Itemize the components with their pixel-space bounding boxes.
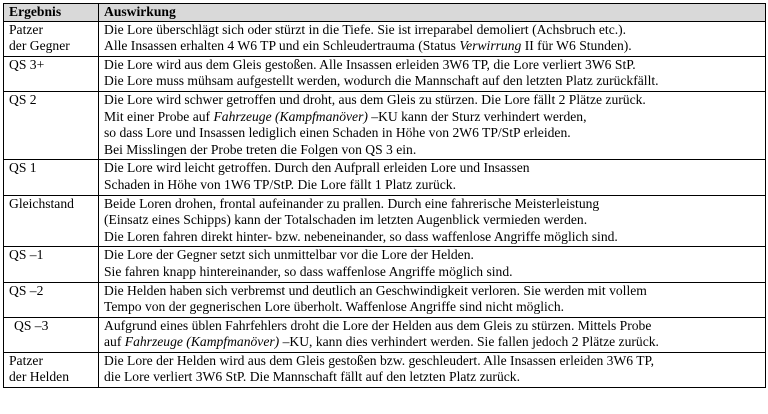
effect-cell bbox=[99, 91, 766, 159]
effect-line bbox=[104, 369, 765, 386]
effect-line bbox=[104, 353, 765, 370]
effect-cell bbox=[99, 317, 766, 352]
effect-term-italic: Fahrzeuge (Kampfmanöver) bbox=[124, 334, 280, 350]
result-label: Gleichstand bbox=[9, 195, 74, 211]
effect-text: Die Lore überschlägt sich oder stürzt in die Tiefe. Sie ist irreparabel demoliert (Achsbruch etc.). bbox=[104, 21, 627, 37]
effect-line bbox=[104, 142, 765, 159]
effect-text: Die Loren fahren direkt hinter- bzw. nebeneinander, so dass waffenlose Angriffe möglich sind. bbox=[104, 228, 618, 244]
effect-line bbox=[104, 160, 765, 177]
effect-text: Aufgrund eines üblen Fahrfehlers droht die Lore der Helden aus dem Gleis zu stürzen. Mittels Probe bbox=[104, 317, 652, 333]
effect-line bbox=[104, 264, 765, 281]
effect-line bbox=[104, 73, 765, 90]
header-effect: Auswirkung bbox=[99, 4, 766, 22]
effect-line bbox=[104, 38, 765, 55]
result-cell bbox=[4, 91, 99, 159]
header-row bbox=[4, 4, 766, 22]
result-cell bbox=[4, 56, 99, 91]
effect-cell bbox=[99, 56, 766, 91]
table-row bbox=[4, 317, 766, 352]
effect-text: Beide Loren drohen, frontal aufeinander zu prallen. Durch eine fahrerische Meisterleistung bbox=[104, 195, 600, 211]
result-cell bbox=[4, 21, 99, 56]
effect-text: Alle Insassen erhalten 4 W6 TP und ein Schleudertrauma (Status bbox=[104, 38, 460, 54]
effect-line bbox=[104, 299, 765, 316]
effect-text: –KU kann der Sturz verhindert werden, bbox=[367, 108, 587, 124]
effect-cell bbox=[99, 352, 766, 387]
effect-text: die Lore verliert 3W6 StP. Die Mannschaft fällt auf den letzten Platz zurück. bbox=[104, 369, 520, 385]
effect-cell bbox=[99, 282, 766, 317]
result-label: Patzer bbox=[9, 352, 43, 368]
effect-cell bbox=[99, 21, 766, 56]
table-row bbox=[4, 91, 766, 159]
effect-line bbox=[104, 22, 765, 39]
effect-line bbox=[104, 229, 765, 246]
effect-text: (Einsatz eines Schipps) kann der Totalschaden im letzten Augenblick vermieden werden. bbox=[104, 212, 588, 228]
effect-text: Die Lore wird leicht getroffen. Durch den Aufprall erleiden Lore und Insassen bbox=[104, 160, 530, 176]
result-label: QS –3 bbox=[14, 317, 49, 333]
document bbox=[3, 3, 765, 388]
effect-term-italic: Verwirrung bbox=[459, 38, 522, 54]
effect-text: II für W6 Stunden). bbox=[521, 38, 632, 54]
result-label: der Helden bbox=[9, 369, 70, 385]
table-row bbox=[4, 56, 766, 91]
effect-line bbox=[104, 92, 765, 109]
effect-line bbox=[104, 109, 765, 126]
table-row bbox=[4, 352, 766, 387]
table-row bbox=[4, 195, 766, 247]
result-cell bbox=[4, 160, 99, 195]
table-row bbox=[4, 160, 766, 195]
result-label: QS –1 bbox=[9, 247, 44, 263]
effect-text: Die Helden haben sich verbremst und deutlich an Geschwindigkeit verloren. Sie werden mit vollem bbox=[104, 282, 647, 298]
result-cell bbox=[4, 317, 99, 352]
effect-line bbox=[104, 334, 765, 351]
effect-line bbox=[104, 247, 765, 264]
effect-cell bbox=[99, 160, 766, 195]
results-table bbox=[3, 3, 766, 388]
header-result: Ergebnis bbox=[4, 4, 99, 22]
result-label: QS 1 bbox=[9, 160, 37, 176]
result-label: QS 3+ bbox=[9, 56, 45, 72]
effect-line bbox=[104, 318, 765, 335]
effect-text: Die Lore der Gegner setzt sich unmittelbar vor die Lore der Helden. bbox=[104, 247, 474, 263]
effect-text: so dass Lore und Insassen lediglich einen Schaden in Höhe von 2W6 TP/StP erleiden. bbox=[104, 125, 571, 141]
effect-text: Tempo von der gegnerischen Lore überholt. Waffenlose Angriffe sind nicht möglich. bbox=[104, 299, 565, 315]
effect-text: Die Lore der Helden wird aus dem Gleis gestoßen bzw. geschleudert. Alle Insassen erleiden 3W6 TP, bbox=[104, 352, 655, 368]
effect-cell bbox=[99, 195, 766, 247]
effect-text: Die Lore wird aus dem Gleis gestoßen. Alle Insassen erleiden 3W6 TP, die Lore verliert 3W6 StP. bbox=[104, 56, 636, 72]
effect-line bbox=[104, 125, 765, 142]
effect-cell bbox=[99, 247, 766, 282]
result-label: der Gegner bbox=[9, 38, 70, 54]
effect-text: Bei Misslingen der Probe treten die Folgen von QS 3 ein. bbox=[104, 141, 417, 157]
table-row bbox=[4, 282, 766, 317]
result-label: QS 2 bbox=[9, 91, 37, 107]
result-cell bbox=[4, 352, 99, 387]
effect-text: auf bbox=[104, 334, 125, 350]
effect-line bbox=[104, 283, 765, 300]
effect-line bbox=[104, 212, 765, 229]
effect-text: Die Lore wird schwer getroffen und droht, aus dem Gleis zu stürzen. Die Lore fällt 2 Plätze zurück. bbox=[104, 91, 646, 107]
result-label: QS –2 bbox=[9, 282, 44, 298]
effect-term-italic: Fahrzeuge (Kampfmanöver) bbox=[213, 108, 368, 124]
result-cell bbox=[4, 195, 99, 247]
effect-text: Mit einer Probe auf bbox=[104, 108, 214, 124]
table-body bbox=[4, 21, 766, 387]
result-label: Patzer bbox=[9, 21, 43, 37]
effect-line bbox=[104, 57, 765, 74]
effect-text: Sie fahren knapp hintereinander, so dass waffenlose Angriffe möglich sind. bbox=[104, 263, 513, 279]
effect-text: –KU, kann dies verhindert werden. Sie fallen jedoch 2 Plätze zurück. bbox=[279, 334, 659, 350]
effect-text: Schaden in Höhe von 1W6 TP/StP. Die Lore fällt 1 Platz zurück. bbox=[104, 176, 456, 192]
effect-line bbox=[104, 177, 765, 194]
effect-line bbox=[104, 196, 765, 213]
result-cell bbox=[4, 282, 99, 317]
result-cell bbox=[4, 247, 99, 282]
effect-text: Die Lore muss mühsam aufgestellt werden, wodurch die Mannschaft auf den letzten Platz zurückfällt. bbox=[104, 73, 659, 89]
table-row bbox=[4, 21, 766, 56]
table-row bbox=[4, 247, 766, 282]
